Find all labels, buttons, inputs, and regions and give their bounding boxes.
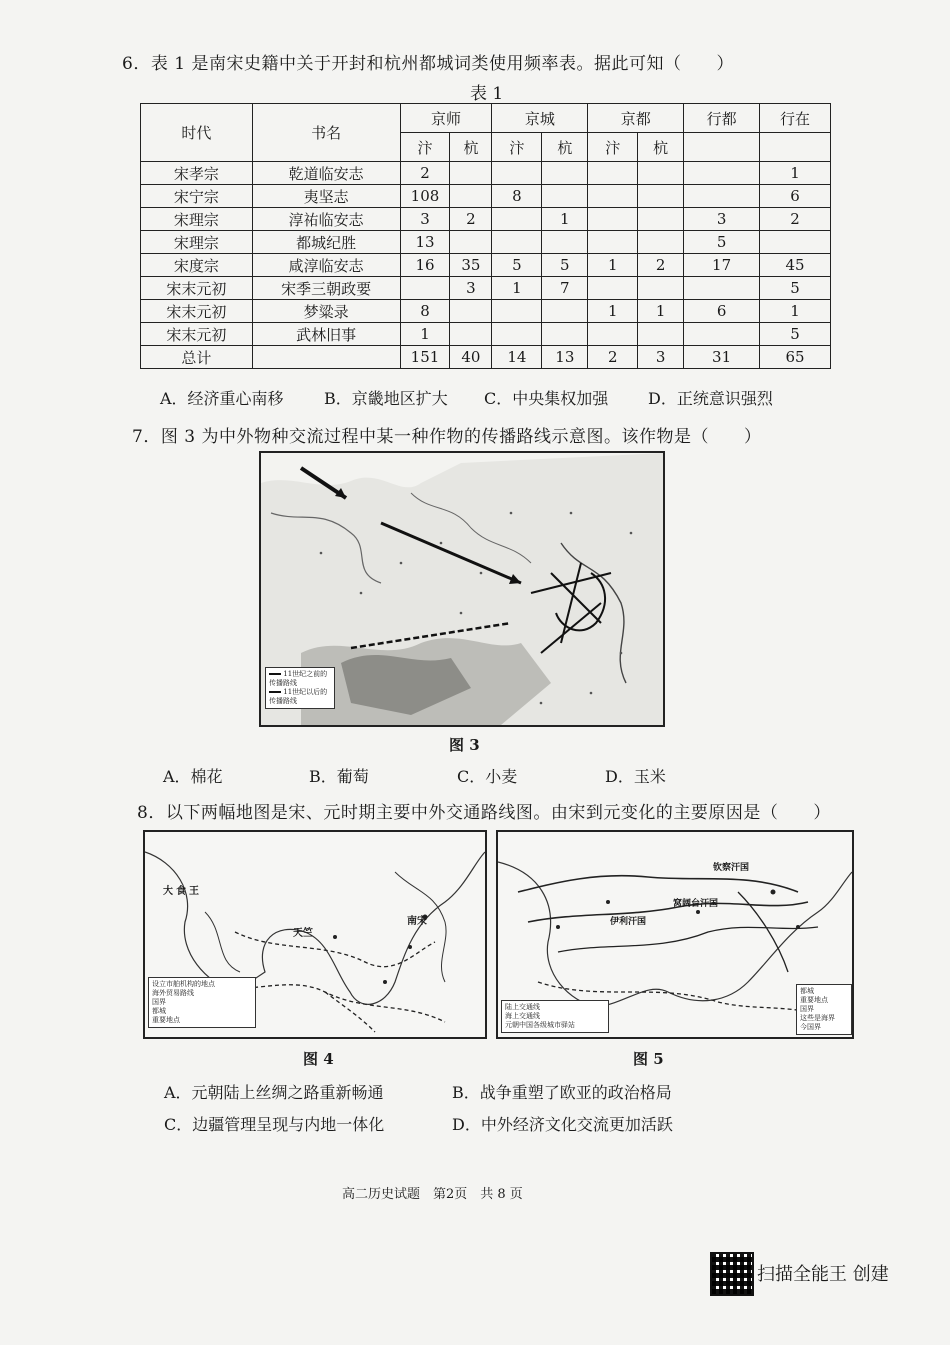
qr-code-icon bbox=[710, 1252, 754, 1296]
sub-header-empty bbox=[684, 133, 760, 162]
cell-era: 宋理宗 bbox=[141, 231, 253, 254]
cell-value bbox=[684, 277, 760, 300]
table-row bbox=[141, 185, 831, 208]
cell-value bbox=[684, 323, 760, 346]
table-row bbox=[141, 323, 831, 346]
table-row bbox=[141, 346, 831, 369]
legend-item: 国界 bbox=[800, 1005, 814, 1013]
cell-value bbox=[450, 185, 492, 208]
legend-item: 元朝中国各级城市驿站 bbox=[505, 1021, 575, 1029]
legend-item: 海上交通线 bbox=[505, 1012, 540, 1020]
q7-option-b[interactable]: B．葡萄 bbox=[309, 767, 369, 786]
label-wokuotai: 窝阔台汗国 bbox=[673, 899, 719, 909]
sub-header: 杭 bbox=[542, 133, 588, 162]
cell-value: 17 bbox=[684, 254, 760, 277]
figure-3-legend bbox=[265, 667, 335, 709]
cell-book bbox=[252, 346, 400, 369]
cell-value: 5 bbox=[542, 254, 588, 277]
header-jingdu: 京都 bbox=[588, 104, 684, 133]
cell-value bbox=[638, 185, 684, 208]
cell-value bbox=[492, 208, 542, 231]
cell-era: 宋宁宗 bbox=[141, 185, 253, 208]
table-title: 表 1 bbox=[470, 84, 504, 104]
cell-value bbox=[542, 300, 588, 323]
cell-value: 31 bbox=[684, 346, 760, 369]
cell-value: 1 bbox=[542, 208, 588, 231]
cell-value: 151 bbox=[400, 346, 450, 369]
table-row bbox=[141, 254, 831, 277]
header-book: 书名 bbox=[252, 104, 400, 162]
cell-value bbox=[588, 185, 638, 208]
figure-5-legend-left bbox=[501, 1000, 609, 1033]
legend-item: 国界 bbox=[152, 998, 166, 1006]
q7-option-c[interactable]: C．小麦 bbox=[457, 767, 518, 786]
figure-4-legend bbox=[148, 977, 256, 1028]
cell-book: 淳祐临安志 bbox=[252, 208, 400, 231]
cell-value: 1 bbox=[760, 162, 831, 185]
cell-value: 6 bbox=[684, 300, 760, 323]
cell-value bbox=[760, 231, 831, 254]
cell-value bbox=[588, 231, 638, 254]
q6-stem: 6．表 1 是南宋史籍中关于开封和杭州都城词类使用频率表。据此可知（ ） bbox=[122, 54, 734, 74]
legend-before-11c: 11世纪之前的传播路线 bbox=[269, 670, 328, 687]
cell-book: 梦粱录 bbox=[252, 300, 400, 323]
legend-item: 都城 bbox=[800, 987, 814, 995]
cell-value bbox=[450, 323, 492, 346]
cell-value: 1 bbox=[588, 300, 638, 323]
figure-5-caption: 图 5 bbox=[633, 1050, 664, 1068]
cell-value: 8 bbox=[492, 185, 542, 208]
cell-book: 武林旧事 bbox=[252, 323, 400, 346]
cell-value: 45 bbox=[760, 254, 831, 277]
figure-3-caption: 图 3 bbox=[449, 736, 480, 754]
table-row bbox=[141, 162, 831, 185]
cell-value bbox=[588, 162, 638, 185]
cell-era: 总计 bbox=[141, 346, 253, 369]
sub-header: 汴 bbox=[492, 133, 542, 162]
label-nansong: 南宋 bbox=[407, 916, 427, 927]
figure-4-map bbox=[143, 830, 487, 1039]
cell-value: 35 bbox=[450, 254, 492, 277]
legend-item: 重要地点 bbox=[800, 996, 828, 1004]
figure-5-legend-right bbox=[796, 984, 852, 1035]
cell-value bbox=[588, 208, 638, 231]
cell-era: 宋末元初 bbox=[141, 300, 253, 323]
cell-value: 5 bbox=[760, 277, 831, 300]
figure-4-caption: 图 4 bbox=[303, 1050, 334, 1068]
cell-value: 1 bbox=[638, 300, 684, 323]
legend-item: 今国界 bbox=[800, 1023, 821, 1031]
cell-book: 夷坚志 bbox=[252, 185, 400, 208]
q8-option-a[interactable]: A．元朝陆上丝绸之路重新畅通 bbox=[164, 1083, 384, 1102]
q8-option-d[interactable]: D．中外经济文化交流更加活跃 bbox=[452, 1115, 673, 1134]
figure-3-map bbox=[259, 451, 665, 727]
sub-header-empty bbox=[760, 133, 831, 162]
cell-value bbox=[450, 231, 492, 254]
cell-value: 1 bbox=[760, 300, 831, 323]
legend-after-11c: 11世纪以后的传播路线 bbox=[269, 688, 328, 705]
cell-value: 65 bbox=[760, 346, 831, 369]
cell-value bbox=[638, 323, 684, 346]
cell-value: 13 bbox=[542, 346, 588, 369]
cell-value: 3 bbox=[684, 208, 760, 231]
cell-value: 2 bbox=[760, 208, 831, 231]
cell-value bbox=[542, 231, 588, 254]
legend-item: 海外贸易路线 bbox=[152, 989, 194, 997]
cell-book: 乾道临安志 bbox=[252, 162, 400, 185]
label-yili: 伊利汗国 bbox=[610, 917, 647, 927]
label-tianzhu: 天竺 bbox=[293, 928, 313, 939]
cell-value bbox=[400, 277, 450, 300]
cell-value bbox=[638, 231, 684, 254]
cell-value bbox=[492, 231, 542, 254]
q8-option-b[interactable]: B．战争重塑了欧亚的政治格局 bbox=[452, 1083, 672, 1102]
cell-value bbox=[684, 162, 760, 185]
legend-item: 陆上交通线 bbox=[505, 1003, 540, 1011]
cell-value bbox=[588, 277, 638, 300]
legend-item: 都城 bbox=[152, 1007, 166, 1015]
page-footer: 高二历史试题 第2页 共 8 页 bbox=[342, 1187, 523, 1202]
scanner-watermark: 扫描全能王 创建 bbox=[757, 1264, 889, 1285]
q6-option-c[interactable]: C．中央集权加强 bbox=[484, 389, 609, 408]
q6-option-a[interactable]: A．经济重心南移 bbox=[160, 389, 284, 408]
cell-value: 108 bbox=[400, 185, 450, 208]
table-row bbox=[141, 208, 831, 231]
cell-value: 8 bbox=[400, 300, 450, 323]
sub-header: 汴 bbox=[588, 133, 638, 162]
header-jingcheng: 京城 bbox=[492, 104, 588, 133]
cell-book: 都城纪胜 bbox=[252, 231, 400, 254]
cell-era: 宋末元初 bbox=[141, 323, 253, 346]
cell-value: 1 bbox=[588, 254, 638, 277]
cell-value bbox=[638, 162, 684, 185]
label-qincha: 钦察汗国 bbox=[713, 863, 750, 873]
q6-options bbox=[160, 386, 840, 408]
header-era: 时代 bbox=[141, 104, 253, 162]
cell-era: 宋度宗 bbox=[141, 254, 253, 277]
cell-value bbox=[684, 185, 760, 208]
q8-option-c[interactable]: C．边疆管理呈现与内地一体化 bbox=[164, 1115, 385, 1134]
q7-options bbox=[163, 764, 783, 786]
table-body bbox=[141, 162, 831, 369]
legend-item: 设立市舶机构的地点 bbox=[152, 980, 215, 988]
q7-option-a[interactable]: A．棉花 bbox=[163, 767, 223, 786]
table-row bbox=[141, 231, 831, 254]
figure-5-map bbox=[496, 830, 854, 1039]
cell-value bbox=[638, 208, 684, 231]
header-xingzai: 行在 bbox=[760, 104, 831, 133]
header-jingshi: 京师 bbox=[400, 104, 492, 133]
sub-header: 杭 bbox=[450, 133, 492, 162]
cell-value: 14 bbox=[492, 346, 542, 369]
header-xingdu: 行都 bbox=[684, 104, 760, 133]
q8-options bbox=[164, 1080, 804, 1140]
cell-value bbox=[450, 162, 492, 185]
cell-value: 6 bbox=[760, 185, 831, 208]
cell-value bbox=[638, 277, 684, 300]
cell-value bbox=[542, 185, 588, 208]
cell-value: 13 bbox=[400, 231, 450, 254]
label-dashi: 大食王 bbox=[163, 886, 202, 897]
cell-era: 宋孝宗 bbox=[141, 162, 253, 185]
cell-value: 16 bbox=[400, 254, 450, 277]
table-row bbox=[141, 277, 831, 300]
table-row bbox=[141, 300, 831, 323]
cell-value: 5 bbox=[492, 254, 542, 277]
cell-value: 2 bbox=[400, 162, 450, 185]
sub-header: 杭 bbox=[638, 133, 684, 162]
cell-value: 40 bbox=[450, 346, 492, 369]
cell-value bbox=[492, 162, 542, 185]
cell-value bbox=[492, 323, 542, 346]
cell-value: 2 bbox=[588, 346, 638, 369]
q6-option-d[interactable]: D．正统意识强烈 bbox=[648, 389, 773, 408]
cell-era: 宋理宗 bbox=[141, 208, 253, 231]
q8-stem: 8．以下两幅地图是宋、元时期主要中外交通路线图。由宋到元变化的主要原因是（ ） bbox=[137, 803, 831, 823]
cell-value: 5 bbox=[684, 231, 760, 254]
q6-option-b[interactable]: B．京畿地区扩大 bbox=[324, 389, 448, 408]
cell-value: 7 bbox=[542, 277, 588, 300]
cell-era: 宋末元初 bbox=[141, 277, 253, 300]
frequency-table bbox=[140, 103, 831, 369]
cell-value: 1 bbox=[400, 323, 450, 346]
cell-value bbox=[492, 300, 542, 323]
cell-book: 宋季三朝政要 bbox=[252, 277, 400, 300]
cell-value: 1 bbox=[492, 277, 542, 300]
cell-value: 2 bbox=[450, 208, 492, 231]
cell-value bbox=[588, 323, 638, 346]
cell-value: 5 bbox=[760, 323, 831, 346]
cell-value: 3 bbox=[638, 346, 684, 369]
sub-header: 汴 bbox=[400, 133, 450, 162]
legend-item: 重要地点 bbox=[152, 1016, 180, 1024]
cell-value bbox=[542, 162, 588, 185]
q7-option-d[interactable]: D．玉米 bbox=[605, 767, 666, 786]
cell-book: 咸淳临安志 bbox=[252, 254, 400, 277]
q7-stem: 7．图 3 为中外物种交流过程中某一种作物的传播路线示意图。该作物是（ ） bbox=[132, 427, 762, 447]
cell-value bbox=[450, 300, 492, 323]
cell-value: 3 bbox=[400, 208, 450, 231]
cell-value: 3 bbox=[450, 277, 492, 300]
cell-value: 2 bbox=[638, 254, 684, 277]
cell-value bbox=[542, 323, 588, 346]
legend-item: 这些是海界 bbox=[800, 1014, 835, 1022]
